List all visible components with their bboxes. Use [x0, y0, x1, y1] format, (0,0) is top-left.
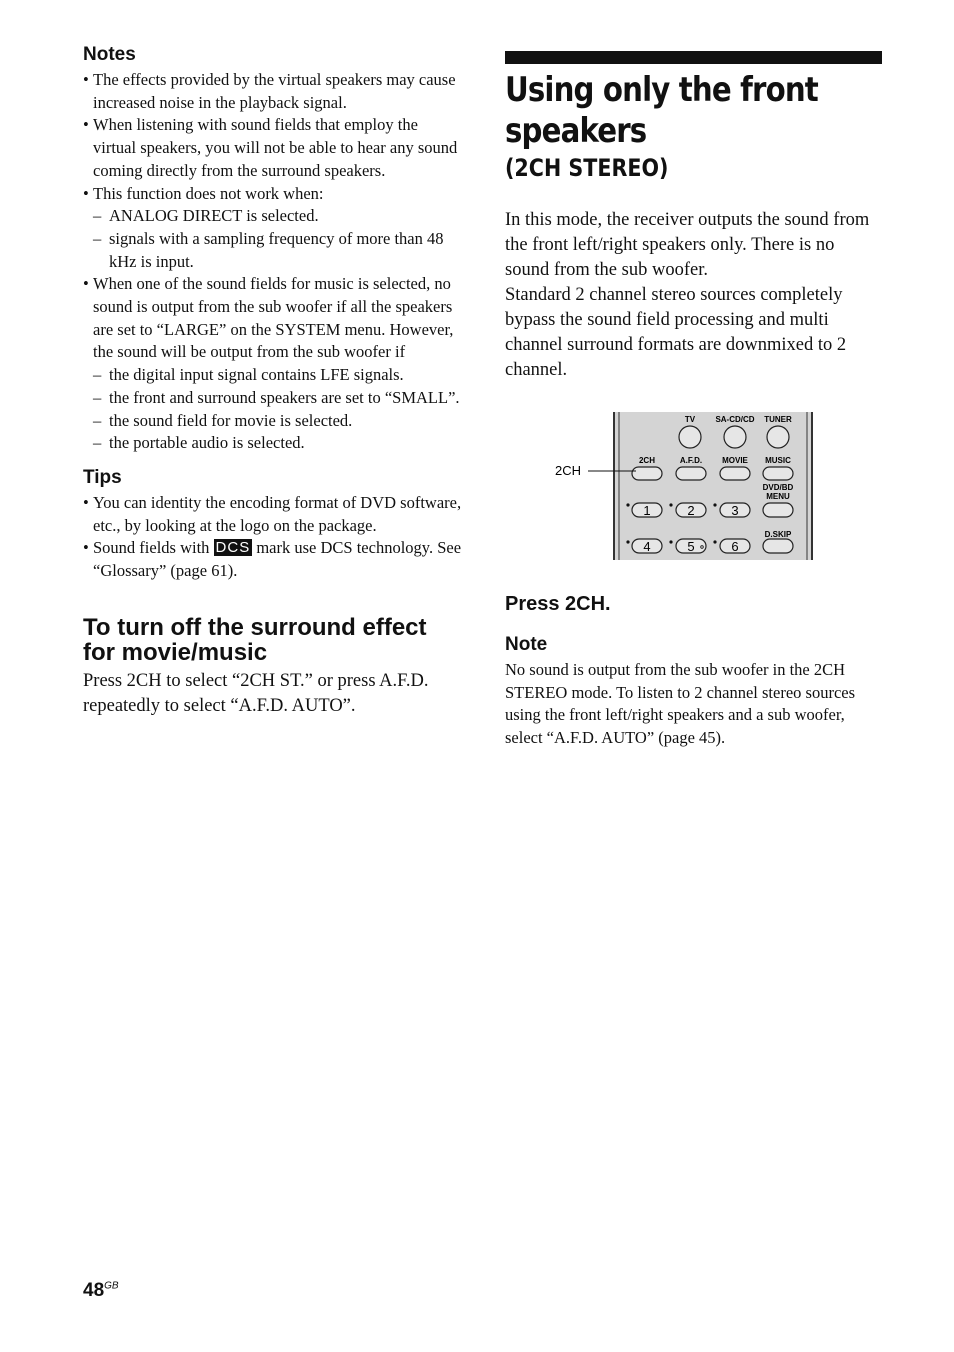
section-heading: To turn off the surround effect for movie/music [83, 613, 427, 666]
digit-5-label: 5 [687, 539, 695, 554]
section-body: Press 2CH to select “2CH ST.” or press A.F.D. repeatedly to select “A.F.D. AUTO”. [83, 670, 429, 716]
label-afd: A.F.D. [679, 456, 703, 465]
tv-button[interactable] [679, 426, 701, 448]
list-item: • When one of the sound fields for music is selected, no sound is output from the sub woofer if all the speakers are set to “LARGE” on the SYSTEM menu. However, the sound will be output from the sub woofer if – the digital input signal contains LFE signals. – the front and surround speakers are set to “SMALL”. – the sound field for movie is selected. – the portable audio is selected. [83, 273, 463, 455]
title-rule [505, 51, 882, 64]
digit-1-label: 1 [643, 503, 651, 518]
digit-3-label: 3 [731, 503, 739, 518]
note-heading: Note [505, 634, 548, 655]
list-item: – the front and surround speakers are set to “SMALL”. [83, 387, 463, 410]
list-item: – the sound field for movie is selected. [83, 410, 463, 433]
list-item: – the digital input signal contains LFE signals. [83, 364, 463, 387]
music-button[interactable] [763, 467, 793, 480]
afd-button[interactable] [676, 467, 706, 480]
label-dskip: D.SKIP [764, 530, 792, 539]
page-number: $48^{GB}$ [83, 1280, 119, 1301]
sacd-button[interactable] [724, 426, 746, 448]
list-item: – ANALOG DIRECT is selected. [83, 205, 463, 228]
label-sacd: SA-CD/CD [715, 415, 755, 424]
list-item: – signals with a sampling frequency of more than 48 kHz is input. [83, 228, 463, 273]
notes-list [83, 69, 463, 455]
callout-2ch: 2CH [554, 463, 582, 478]
notes-heading: Notes [83, 44, 136, 65]
tips-heading: Tips [83, 466, 122, 488]
label-music: MUSIC [765, 456, 791, 465]
right-column [505, 51, 882, 383]
step-heading: Press 2CH. [505, 593, 611, 615]
left-column [83, 44, 463, 719]
2ch-button[interactable] [632, 467, 662, 480]
label-tv: TV [684, 415, 696, 424]
dcs-badge: DCS [215, 539, 251, 557]
digit-6-label: 6 [731, 539, 739, 554]
page-title: Using only the front speakers [505, 70, 818, 151]
intro-paragraph-2: Standard 2 channel stereo sources completely bypass the sound field processing and multi channel surround formats are downmixed to 2 channel. [505, 285, 847, 380]
list-item: • You can identity the encoding format of DVD software, etc., by looking at the logo on the package. [83, 492, 463, 537]
list-item: • The effects provided by the virtual speakers may cause increased noise in the playback signal. [83, 69, 463, 114]
label-tuner: TUNER [764, 415, 792, 424]
digit-4-label: 4 [643, 539, 651, 554]
dskip-button[interactable] [763, 539, 793, 553]
tuner-button[interactable] [767, 426, 789, 448]
dvd-menu-button[interactable] [763, 503, 793, 517]
list-item: • This function does not work when: – ANALOG DIRECT is selected. – signals with a sampling frequency of more than 48 kHz is input. [83, 183, 463, 274]
digit-2-label: 2 [687, 503, 695, 518]
list-item: • When listening with sound fields that employ the virtual speakers, you will not be able to hear any sound coming directly from the surround speakers. [83, 114, 463, 182]
label-2ch: 2CH [638, 456, 656, 465]
label-dvd: DVD/BD [762, 483, 794, 492]
tips-list [83, 492, 463, 583]
note-body: No sound is output from the sub woofer in the 2CH STEREO mode. To listen to 2 channel stereo sources using the front left/right speakers and a sub woofer, select “A.F.D. AUTO” (page 45). [505, 660, 856, 748]
remote-illustration [540, 412, 820, 567]
list-item: • Sound fields with DCS mark use DCS technology. See “Glossary” (page 61). [83, 537, 463, 582]
label-movie: MOVIE [722, 456, 748, 465]
sub-list [83, 205, 463, 273]
movie-button[interactable] [720, 467, 750, 480]
instruction-block [505, 593, 882, 750]
intro-paragraph: In this mode, the receiver outputs the sound from the front left/right speakers only. There is no sound from the sub woofer. [505, 210, 870, 280]
page-subtitle: (2CH STEREO) [505, 154, 669, 182]
sub-list [83, 364, 463, 455]
label-menu: MENU [766, 492, 790, 501]
list-item: – the portable audio is selected. [83, 432, 463, 455]
